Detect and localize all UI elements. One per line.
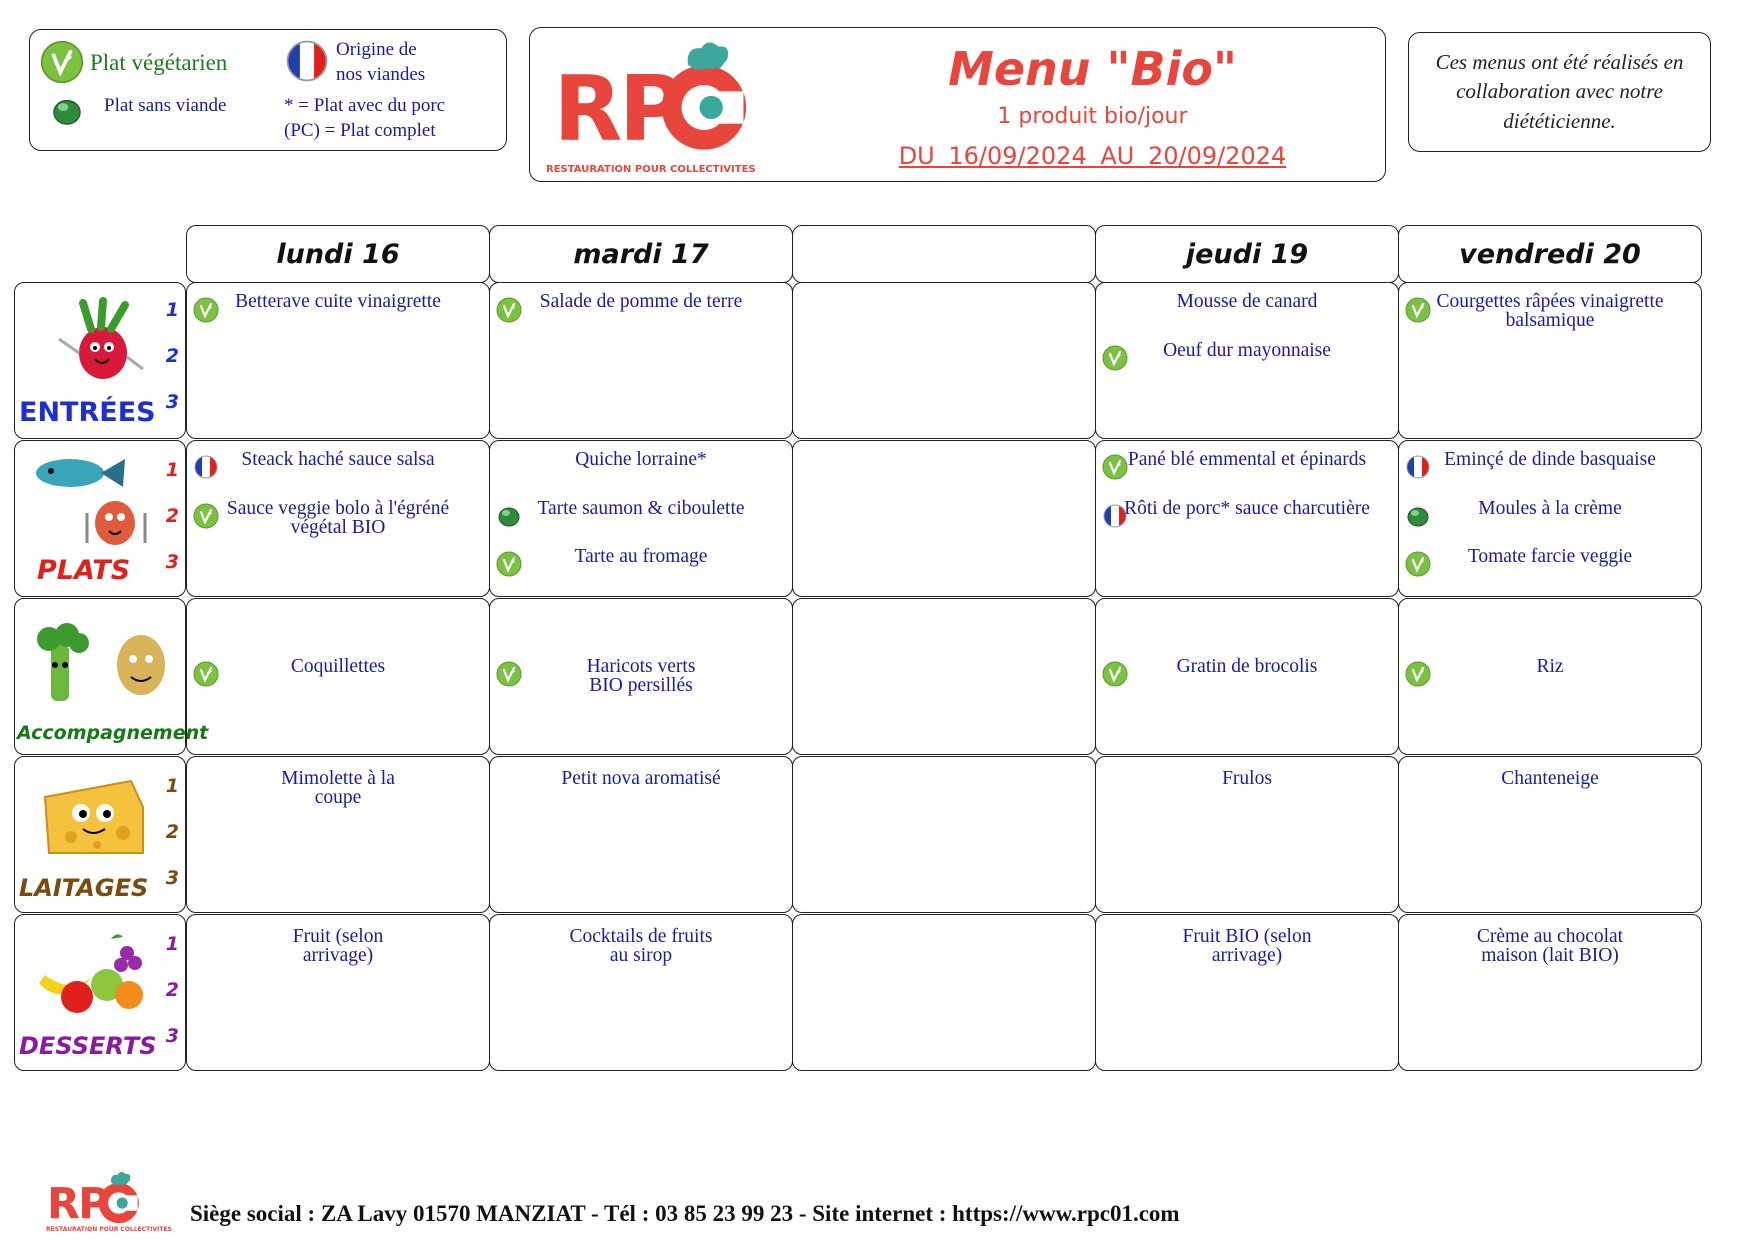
- category-label: LAITAGES: [19, 874, 149, 902]
- menu-item: Frulos: [1222, 768, 1272, 789]
- menu-dates: DU 16/09/2024 AU 20/09/2024: [898, 142, 1287, 170]
- course-number-2: 2: [165, 979, 179, 1001]
- menu-item: Fruit (selon arrivage): [292, 926, 384, 966]
- legend-no-meat-label: Plat sans viande: [104, 95, 227, 116]
- menu-item: Haricots verts BIO persillés: [586, 656, 696, 696]
- menu-item: Courgettes râpées vinaigrette balsamique: [1436, 291, 1664, 331]
- day-header-4: jeudi 19: [1095, 225, 1399, 283]
- day-header-5: vendredi 20: [1398, 225, 1702, 283]
- dietitian-note: [1408, 32, 1711, 152]
- course-number-2: 2: [165, 505, 179, 527]
- menu-item: Cocktails de fruits au sirop: [569, 926, 713, 966]
- category-laitages: [14, 756, 186, 913]
- category-label: Accompagnement: [17, 722, 209, 744]
- menu-cell-desserts-jeudi: [1095, 914, 1399, 1071]
- footer-contact: Siège social : ZA Lavy 01570 MANZIAT - Tél : 03 85 23 99 23 - Site internet : https://www.rpc01.com: [190, 1201, 1180, 1226]
- course-number-1: 1: [165, 459, 179, 481]
- category-label: DESSERTS: [19, 1032, 157, 1060]
- course-number-2: 2: [165, 821, 179, 843]
- menu-item: Eminçé de dinde basquaise: [1444, 449, 1656, 470]
- course-number-2: 2: [165, 345, 179, 367]
- cheese-mascot-icon: [31, 767, 161, 857]
- category-desserts: [14, 914, 186, 1071]
- course-number-3: 3: [165, 1025, 179, 1047]
- menu-cell-laitages-mardi: [489, 756, 793, 913]
- radish-mascot-icon: [43, 297, 153, 387]
- menu-cell-accompagnement-mardi: [489, 598, 793, 755]
- rpc-logo-icon: [42, 1168, 146, 1230]
- course-number-3: 3: [165, 867, 179, 889]
- menu-item: Tarte saumon & ciboulette: [537, 498, 745, 519]
- menu-cell-entrees-lundi: [186, 282, 490, 439]
- logo-tagline: RESTAURATION POUR COLLECTIVITES: [546, 164, 756, 175]
- menu-cell-plats-lundi: [186, 440, 490, 597]
- legend-no-meat: [50, 94, 226, 128]
- menu-cell-plats-mardi: [489, 440, 793, 597]
- menu-item: Coquillettes: [290, 656, 386, 677]
- category-entrees: [14, 282, 186, 439]
- day-header-1: lundi 16: [186, 225, 490, 283]
- menu-cell-desserts-empty: [792, 914, 1096, 1071]
- vegetables-mascot-icon: [23, 621, 183, 711]
- menu-item: Mousse de canard: [1176, 291, 1318, 312]
- menu-cell-laitages-lundi: [186, 756, 490, 913]
- menu-cell-laitages-empty: [792, 756, 1096, 913]
- footer-rpc-logo: [42, 1168, 172, 1236]
- menu-item: Chanteneige: [1501, 768, 1599, 789]
- menu-item: Mimolette à la coupe: [281, 768, 395, 808]
- category-plats: [14, 440, 186, 597]
- menu-item: Betterave cuite vinaigrette: [235, 291, 441, 312]
- menu-cell-entrees-mardi: [489, 282, 793, 439]
- menu-cell-entrees-vendredi: [1398, 282, 1702, 439]
- menu-cell-desserts-vendredi: [1398, 914, 1702, 1071]
- menu-item: Steack haché sauce salsa: [241, 449, 435, 470]
- menu-title: Menu "Bio": [948, 42, 1237, 96]
- menu-cell-accompagnement-jeudi: [1095, 598, 1399, 755]
- legend-veg-label: Plat végétarien: [90, 50, 228, 75]
- menu-item: Oeuf dur mayonnaise: [1163, 340, 1331, 361]
- menu-item: Gratin de brocolis: [1176, 656, 1318, 677]
- course-number-1: 1: [165, 775, 179, 797]
- legend-origin-label: Origine de nos viandes: [336, 39, 426, 85]
- course-number-1: 1: [165, 933, 179, 955]
- category-label: ENTRÉES: [19, 397, 156, 428]
- legend-origin: [284, 38, 446, 87]
- footer-logo-tagline: RESTAURATION POUR COLLECTIVITES: [46, 1226, 172, 1233]
- day-header-2: mardi 17: [489, 225, 793, 283]
- menu-item: Crème au chocolat maison (lait BIO): [1476, 926, 1624, 966]
- veg-leaf-icon: [40, 40, 84, 84]
- menu-item: Salade de pomme de terre: [539, 291, 743, 312]
- menu-item: Sauce veggie bolo à l'égréné végétal BIO: [226, 498, 450, 538]
- rpc-logo-icon: [542, 34, 762, 164]
- menu-cell-plats-vendredi: [1398, 440, 1702, 597]
- menu-item: Riz: [1536, 656, 1564, 677]
- menu-cell-accompagnement-vendredi: [1398, 598, 1702, 755]
- menu-cell-laitages-jeudi: [1095, 756, 1399, 913]
- menu-item: Quiche lorraine*: [575, 449, 707, 470]
- day-header-3: [792, 225, 1096, 283]
- menu-subtitle: 1 produit bio/jour: [997, 104, 1188, 129]
- menu-cell-desserts-lundi: [186, 914, 490, 1071]
- menu-cell-desserts-mardi: [489, 914, 793, 1071]
- menu-cell-plats-empty: [792, 440, 1096, 597]
- legend-veg: [40, 40, 227, 84]
- legend-notes: [284, 94, 445, 143]
- menu-cell-accompagnement-lundi: [186, 598, 490, 755]
- fruits-mascot-icon: [31, 925, 161, 1021]
- menu-item: Tarte au fromage: [574, 546, 708, 567]
- menu-cell-laitages-vendredi: [1398, 756, 1702, 913]
- course-number-3: 3: [165, 391, 179, 413]
- menu-item: Fruit BIO (selon arrivage): [1182, 926, 1312, 966]
- menu-item: Tomate farcie veggie: [1467, 546, 1633, 567]
- menu-cell-entrees-empty: [792, 282, 1096, 439]
- dietitian-note-text: Ces menus ont été réalisés en collaboration avec notre diététicienne.: [1435, 49, 1684, 133]
- fish-and-meat-mascot-icon: [25, 451, 165, 551]
- category-accompagnement: [14, 598, 209, 755]
- menu-item: Petit nova aromatisé: [561, 768, 721, 789]
- menu-item: Moules à la crème: [1478, 498, 1622, 519]
- course-number-3: 3: [165, 551, 179, 573]
- menu-item: Rôti de porc* sauce charcutière: [1124, 498, 1370, 519]
- header-box: [529, 27, 1386, 182]
- menu-item: Pané blé emmental et épinards: [1127, 449, 1367, 470]
- menu-cell-accompagnement-empty: [792, 598, 1096, 755]
- green-drop-icon: [50, 94, 84, 128]
- menu-cell-entrees-jeudi: [1095, 282, 1399, 439]
- legend-box: [29, 29, 507, 151]
- course-number-1: 1: [165, 299, 179, 321]
- menu-cell-plats-jeudi: [1095, 440, 1399, 597]
- category-label: PLATS: [37, 555, 131, 586]
- legend-complete-label: (PC) = Plat complet: [284, 119, 436, 141]
- legend-pork-label: * = Plat avec du porc: [284, 95, 446, 116]
- france-flag-icon: [284, 38, 330, 84]
- rpc-logo: [542, 34, 762, 179]
